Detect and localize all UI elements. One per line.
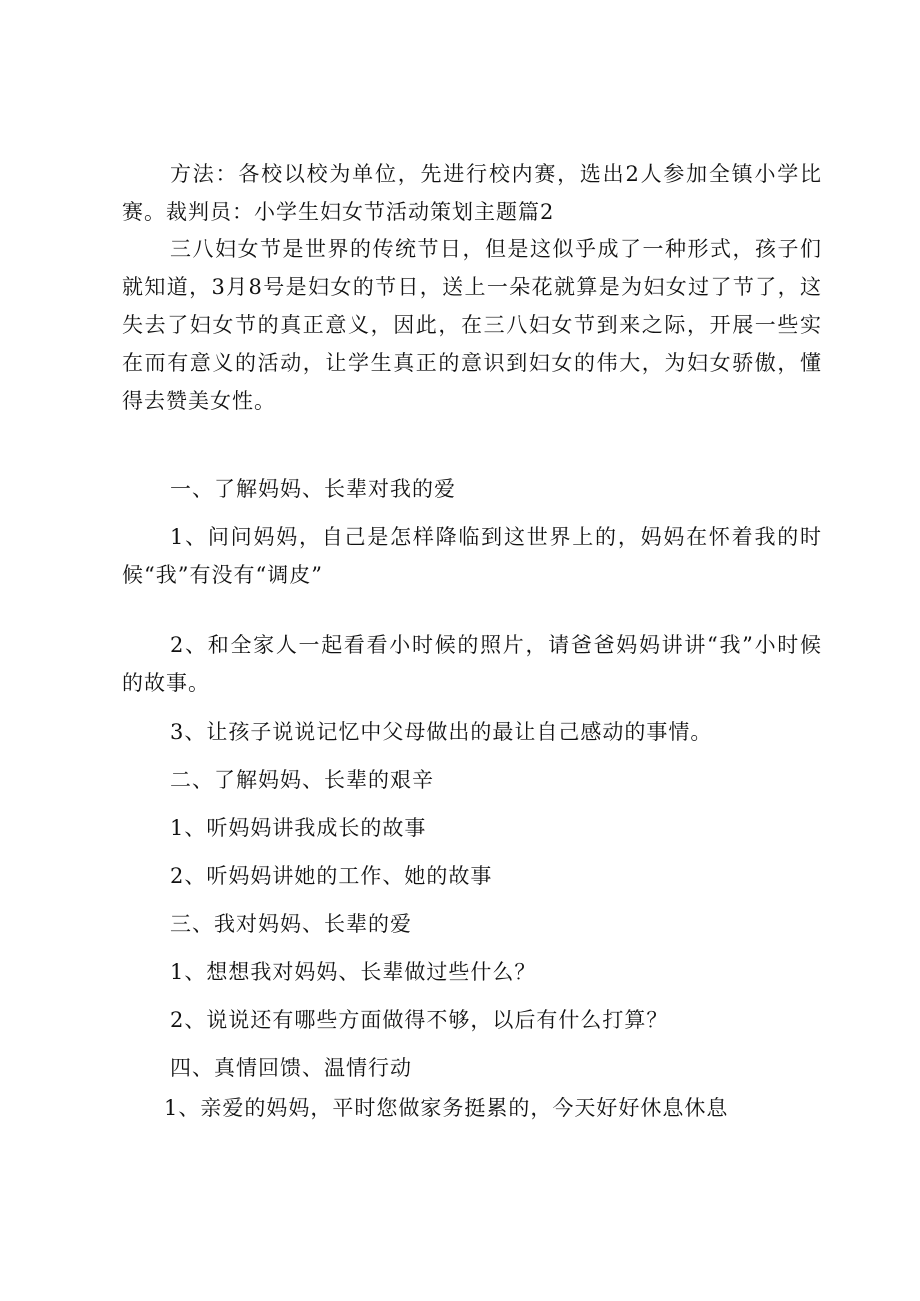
list-item-2-1: 1、听妈妈讲我成长的故事 xyxy=(170,816,427,840)
list-item-2-2: 2、听妈妈讲她的工作、她的故事 xyxy=(170,864,493,888)
heading-section-4: 四、真情回馈、温情行动 xyxy=(170,1056,412,1080)
paragraph-intro: 三八妇女节是世界的传统节日，但是这似乎成了一种形式，孩子们就知道，3月8号是妇女的节日，送上一朵花就算是为妇女过了节了，这失去了妇女节的真正意义，因此，在三八妇女节到来之际，开展一些实在而有意义的活动，让学生真正的意识到妇女的伟大，为妇女骄傲，懂得去赞美女性。 xyxy=(122,237,822,413)
list-item-1-1: 1、问问妈妈，自己是怎样降临到这世界上的，妈妈在怀着我的时候“我”有没有“调皮” xyxy=(122,525,822,587)
list-item-3-2: 2、说说还有哪些方面做得不够，以后有什么打算？ xyxy=(170,1008,669,1032)
heading-section-1: 一、了解妈妈、长辈对我的爱 xyxy=(170,477,456,501)
list-item-1-3: 3、让孩子说说记忆中父母做出的最让自己感动的事情。 xyxy=(170,720,713,744)
list-item-3-1: 1、想想我对妈妈、长辈做过些什么？ xyxy=(170,960,537,984)
list-item-4-1: 1、亲爱的妈妈，平时您做家务挺累的，今天好好休息休息 xyxy=(164,1096,729,1120)
heading-section-2: 二、了解妈妈、长辈的艰辛 xyxy=(170,768,434,792)
paragraph-method: 方法：各校以校为单位，先进行校内赛，选出2人参加全镇小学比赛。裁判员：小学生妇女节活动策划主题篇2 xyxy=(122,162,822,224)
list-item-1-2: 2、和全家人一起看看小时候的照片，请爸爸妈妈讲讲“我”小时候的故事。 xyxy=(122,633,822,695)
heading-section-3: 三、我对妈妈、长辈的爱 xyxy=(170,912,412,936)
